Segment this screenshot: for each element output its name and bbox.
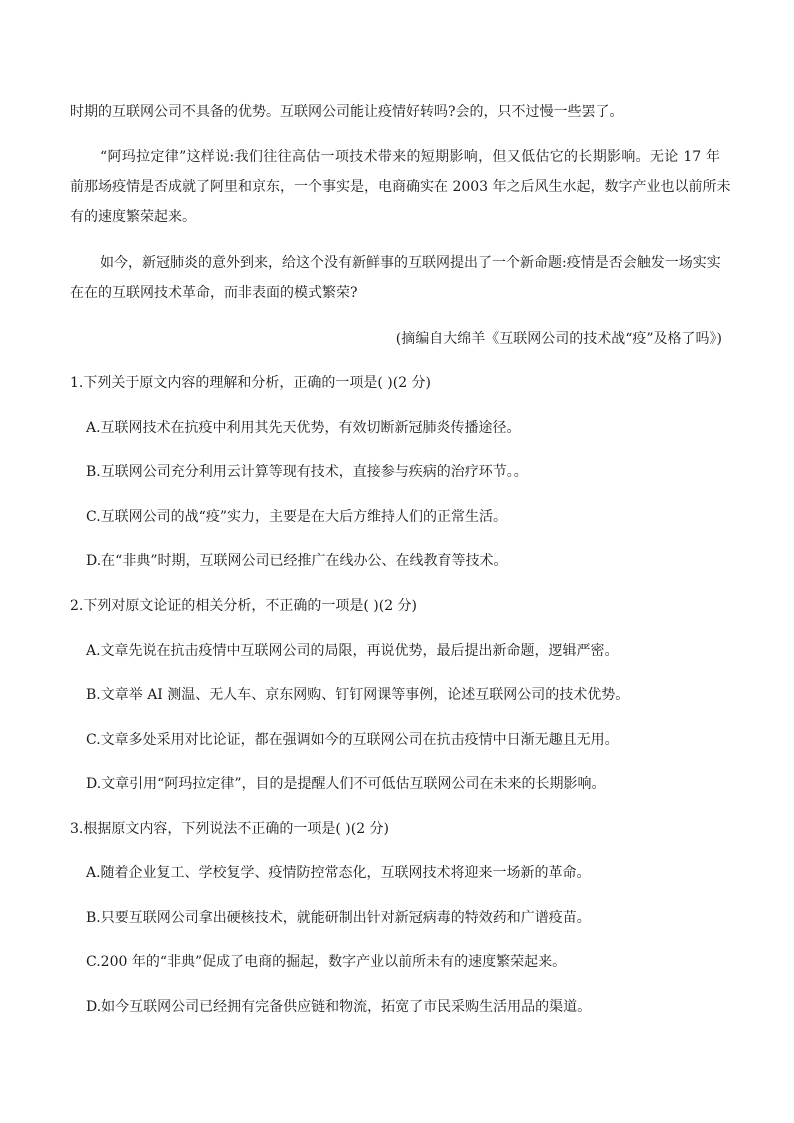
question-stem: 3.根据原文内容，下列说法不正确的一项是( )(2 分) — [70, 821, 390, 837]
answer-option: C.文章多处采用对比论证，都在强调如今的互联网公司在抗击疫情中日渐无趣且无用。 — [86, 732, 619, 748]
passage-line: 前那场疫情是否成就了阿里和京东，一个事实是，电商确实在 2003 年之后风生水起，数字产业也以前所未 — [70, 179, 731, 195]
answer-option: B.文章举 AI 测温、无人车、京东网购、钉钉网课等事例，论述互联网公司的技术优势。 — [86, 687, 630, 703]
passage-line: 有的速度繁荣起来。 — [70, 209, 196, 225]
answer-option: C.互联网公司的战“疫”实力，主要是在大后方维持人们的正常生活。 — [86, 509, 507, 525]
question-stem: 2.下列对原文论证的相关分析，不正确的一项是( )(2 分) — [70, 598, 418, 614]
passage-line: 如今，新冠肺炎的意外到来，给这个没有新鲜事的互联网提出了一个新命题:疫情是否会触发一场实实 — [100, 255, 721, 271]
source-citation: (摘编自大绵羊《互联网公司的技术战“疫”及格了吗》) — [395, 331, 722, 347]
answer-option: C.200 年的“非典”促成了电商的掘起，数字产业以前所未有的速度繁荣起来。 — [86, 954, 567, 970]
passage-line: 时期的互联网公司不具备的优势。互联网公司能让疫情好转吗?会的，只不过慢一些罢了。 — [70, 104, 624, 120]
answer-option: D.在“非典”时期，互联网公司已经推广在线办公、在线教育等技术。 — [86, 553, 508, 569]
answer-option: D.如今互联网公司已经拥有完备供应链和物流，拓宽了市民采购生活用品的渠道。 — [86, 999, 592, 1015]
answer-option: D.文章引用“阿玛拉定律”，目的是提醒人们不可低估互联网公司在未来的长期影响。 — [86, 776, 606, 792]
answer-option: B.只要互联网公司拿出硬核技术，就能研制出针对新冠病毒的特效药和广谱疫苗。 — [86, 910, 591, 926]
question-stem: 1.下列关于原文内容的理解和分析，正确的一项是( )(2 分) — [70, 375, 432, 391]
answer-option: A.文章先说在抗击疫情中互联网公司的局限，再说优势，最后提出新命题，逻辑严密。 — [86, 643, 619, 659]
answer-option: B.互联网公司充分利用云计算等现有技术，直接参与疾病的治疗环节。。 — [86, 464, 528, 480]
passage-line: 在在的互联网技术革命，而非表面的模式繁荣? — [70, 285, 358, 301]
answer-option: A.互联网技术在抗疫中利用其先天优势，有效切断新冠肺炎传播途径。 — [86, 420, 521, 436]
answer-option: A.随着企业复工、学校复学、疫情防控常态化，互联网技术将迎来一场新的革命。 — [86, 865, 591, 881]
passage-line: “阿玛拉定律”这样说:我们往往高估一项技术带来的短期影响，但又低估它的长期影响。无论 17 年 — [100, 149, 720, 165]
